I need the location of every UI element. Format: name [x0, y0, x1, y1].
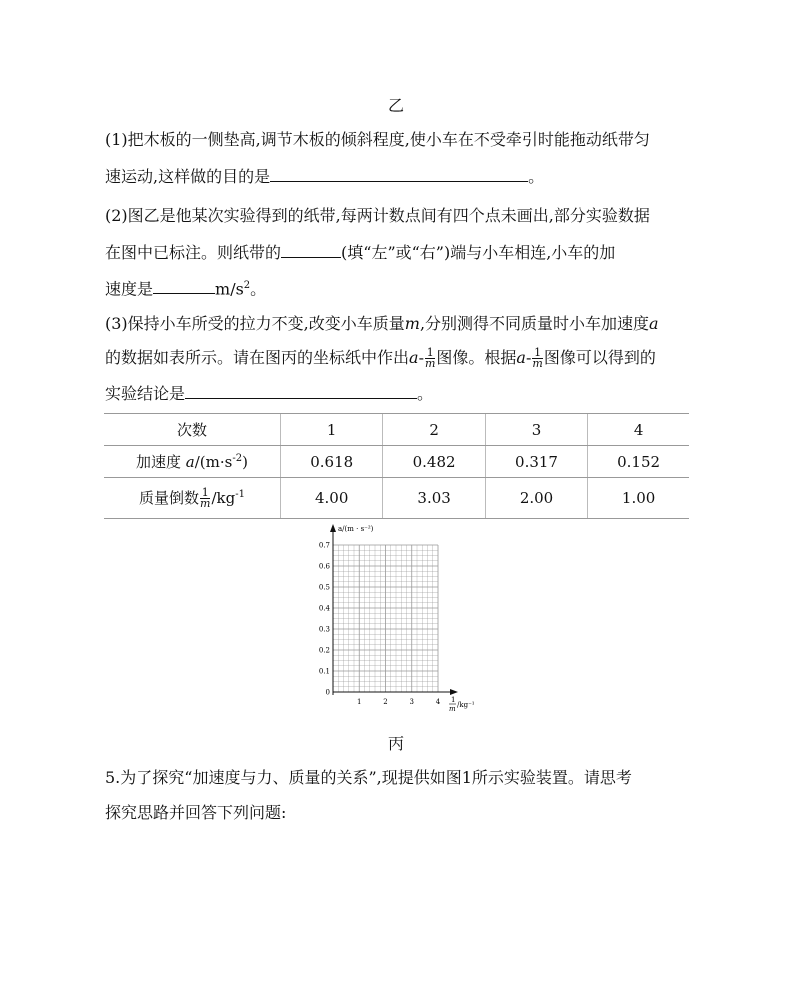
- graph-paper-figure: [310, 520, 490, 720]
- table-cell: 1.00: [588, 478, 689, 519]
- q3-var-a2: a: [409, 348, 419, 367]
- q3-frac2-den: m: [532, 357, 543, 370]
- q2-line1: (2)图乙是他某次实验得到的纸带,每两计数点间有四个点未画出,部分实验数据: [105, 206, 650, 225]
- q3-dash2: -: [525, 348, 532, 367]
- q3-var-a: a: [649, 314, 659, 333]
- y-tick-label: 0.2: [318, 646, 330, 655]
- table-header-cell: 1: [281, 414, 383, 446]
- x-tick-label: 4: [435, 698, 441, 706]
- q1-text: 速运动,这样做的目的是: [105, 167, 271, 186]
- table-cell: 0.618: [281, 446, 383, 478]
- label-unit: /kg: [211, 488, 236, 507]
- q3-line1: [105, 314, 659, 334]
- label-fraction: [200, 488, 210, 509]
- table-cell: 4.00: [281, 478, 383, 519]
- q3-line3: [105, 384, 433, 404]
- table-cell: 3.03: [383, 478, 485, 519]
- x-axis-arrow: [450, 689, 458, 695]
- y-tick-label: 0.1: [318, 667, 330, 676]
- y-tick-label: 0.4: [318, 604, 330, 613]
- y-axis-arrow: [330, 524, 336, 532]
- label-exp: -1: [235, 488, 245, 500]
- figure-caption-yi: 乙: [388, 96, 405, 115]
- q2-text-b: (填“左”或“右”)端与小车相连,小车的加: [341, 243, 616, 262]
- q5-line1: 5.为了探究“加速度与力、质量的关系”,现提供如图1所示实验装置。请思考: [105, 768, 632, 787]
- q2-text-a: 在图中已标注。则纸带的: [105, 243, 282, 262]
- q3-text-c: 的数据如表所示。请在图丙的坐标纸中作出: [105, 348, 410, 367]
- x-axis-label-num: 1: [451, 696, 456, 704]
- table-header-cell: 次数: [104, 414, 281, 446]
- q1-answer-blank[interactable]: [270, 167, 528, 182]
- q1-line1: (1)把木板的一侧垫高,调节木板的倾斜程度,使小车在不受牵引时能拖动纸带匀: [105, 130, 650, 149]
- y-tick-label: 0.3: [318, 625, 330, 634]
- q2-end-blank[interactable]: [281, 243, 341, 258]
- table-cell: 0.317: [485, 446, 587, 478]
- label-frac-den: m: [200, 497, 211, 511]
- q3-fraction2: [532, 348, 542, 369]
- y-axis-label: a/(m · s⁻²): [338, 525, 374, 533]
- row-label-inverse-mass: [104, 478, 281, 519]
- x-tick-label: 3: [409, 698, 414, 706]
- row-label-acceleration: [104, 446, 281, 478]
- q3-text-a: (3)保持小车所受的拉力不变,改变小车质量: [105, 314, 405, 333]
- q2-text-c: 速度是: [105, 279, 154, 299]
- label-frac-num: 1: [201, 486, 209, 500]
- table-header-cell: 2: [383, 414, 485, 446]
- q3-var-m: m: [404, 314, 420, 333]
- label-exp: -2: [232, 453, 243, 464]
- data-table: [104, 413, 689, 519]
- q3-text-f: 实验结论是: [105, 384, 186, 403]
- table-cell: 0.152: [588, 446, 689, 478]
- q3-text-b: ,分别测得不同质量时小车加速度: [419, 314, 650, 333]
- q5-line2: 探究思路并回答下列问题:: [105, 803, 287, 822]
- q3-frac2-num: 1: [534, 346, 542, 359]
- q2-line2: [105, 243, 615, 263]
- q2-unit: m/s: [215, 279, 244, 299]
- table-header-cell: 3: [485, 414, 587, 446]
- q3-frac-num: 1: [426, 346, 434, 359]
- q2-acceleration-blank[interactable]: [153, 279, 215, 294]
- q3-line2: [105, 348, 656, 369]
- q3-frac-den: m: [424, 357, 436, 370]
- q2-line3: [105, 276, 266, 299]
- q3-dash: -: [418, 348, 424, 367]
- x-tick-labels: [357, 698, 441, 706]
- label-text: 质量倒数: [139, 488, 200, 507]
- table-row-acceleration: [104, 446, 689, 478]
- table-cell: 2.00: [485, 478, 587, 519]
- q2-period: 。: [250, 279, 267, 299]
- q3-conclusion-blank[interactable]: [185, 384, 417, 399]
- y-tick-label: 0.7: [318, 541, 330, 550]
- y-tick-label: 0.6: [318, 562, 330, 571]
- label-close: ): [242, 453, 248, 471]
- q3-period: 。: [417, 384, 434, 403]
- q3-fraction: [425, 348, 435, 369]
- table-header-row: [104, 414, 689, 446]
- label-text: 加速度: [136, 453, 186, 471]
- label-unit: /(m·s: [194, 453, 233, 471]
- figure-caption-bing: 丙: [388, 734, 405, 753]
- x-tick-label: 2: [383, 698, 388, 706]
- table-header-cell: 4: [588, 414, 689, 446]
- x-tick-label: 1: [357, 698, 362, 706]
- x-axis-label-den: m: [449, 705, 456, 713]
- q1-period: 。: [528, 167, 545, 186]
- y-tick-labels: [319, 542, 331, 697]
- q3-text-d: 图像。根据: [436, 348, 517, 367]
- x-axis-label-unit: /kg⁻¹: [457, 701, 475, 709]
- q3-var-a3: a: [516, 348, 526, 367]
- label-var: a: [185, 453, 195, 471]
- y-tick-label: 0.5: [318, 583, 330, 592]
- q1-line2: [105, 167, 544, 187]
- y-tick-label: 0: [325, 688, 330, 697]
- table-cell: 0.482: [383, 446, 485, 478]
- table-row-inverse-mass: [104, 478, 689, 519]
- q2-unit-exp: 2: [243, 280, 251, 291]
- q3-text-e: 图像可以得到的: [543, 348, 656, 367]
